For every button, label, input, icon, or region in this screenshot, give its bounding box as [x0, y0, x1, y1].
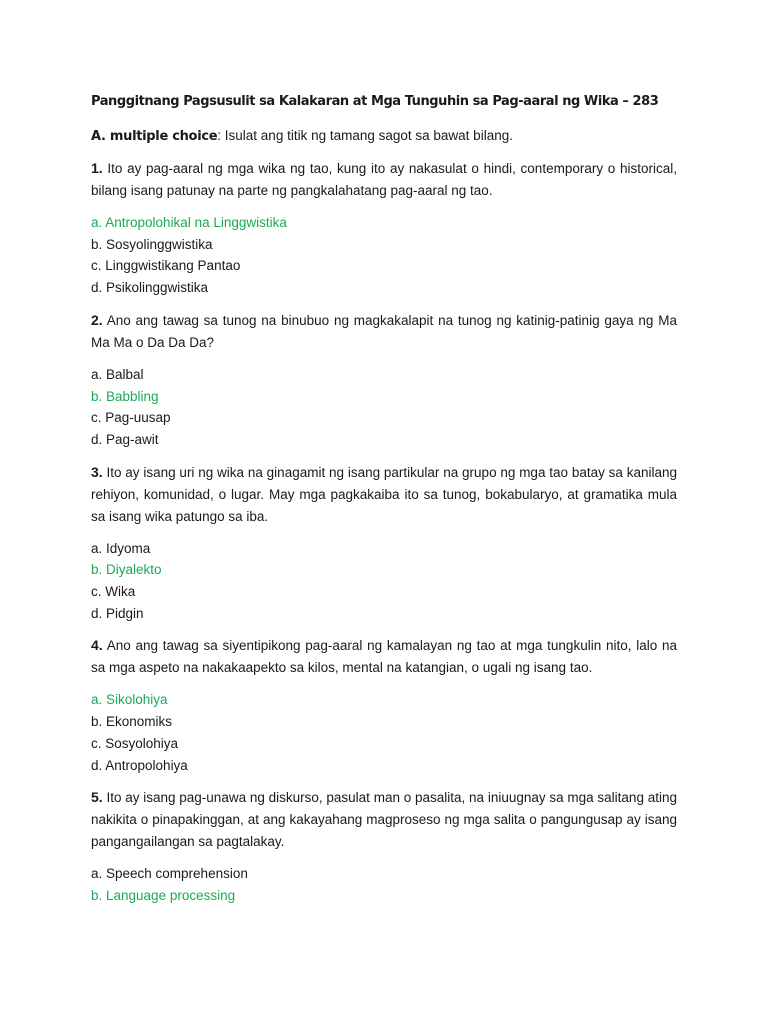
choice-item: b. Sosyolinggwistika	[91, 236, 213, 252]
choice-item: d. Psikolinggwistika	[91, 280, 209, 296]
question-text: Ito ay pag-aaral ng mga wika ng tao, kung ito ay nakasulat o hindi, contemporary o historical, bilang isang patunay na parte ng pangkalahatang pag-aaral ng tao.	[91, 161, 677, 198]
choice-list-1	[91, 212, 677, 299]
question-number: 1.	[91, 160, 103, 176]
question-text: Ano ang tawag sa tunog na binubuo ng magkakalapit na tunog ng katinig-patinig gaya ng Ma Ma Ma o Da Da Da?	[91, 312, 677, 350]
question-text: Ano ang tawag sa siyentipikong pag-aaral ng kamalayan ng tao at mga tungkulin nito, lalo na sa mga aspeto na nakakaapekto sa kilos, mental na katangian, o ugali ng isang tao.	[91, 638, 677, 676]
choice-item: a. Idyoma	[91, 540, 151, 556]
question-number: 5.	[91, 789, 103, 806]
question-2	[91, 309, 677, 354]
choice-item: b. Diyalekto	[91, 562, 162, 578]
choice-list-2	[91, 364, 677, 451]
question-4	[91, 634, 677, 679]
choice-item: b. Language processing	[91, 887, 236, 903]
choice-item: a. Antropolohikal na Linggwistika	[91, 215, 287, 230]
question-5	[91, 786, 677, 853]
choice-item: a. Sikolohiya	[91, 692, 168, 708]
question-text: Ito ay isang pag-unawa ng diskurso, pasulat man o pasalita, na iniuugnay sa mga salitang ating nakikita o pinapakinggan, at ang kakayahang magproseso ng mga salita o pangungusap ay isang pangangailangan sa pagtalakay.	[91, 790, 677, 850]
question-number: 3.	[91, 463, 103, 480]
question-3	[91, 461, 677, 528]
choice-item: d. Pag-awit	[91, 431, 159, 447]
section-instruction-text: : Isulat ang titik ng tamang sagot sa bawat bilang.	[217, 128, 513, 143]
choice-item: c. Pag-uusap	[91, 410, 171, 426]
question-number: 4.	[91, 637, 103, 654]
choice-item: a. Balbal	[91, 366, 144, 382]
choice-list-5	[91, 863, 677, 906]
choice-item: b. Ekonomiks	[91, 714, 173, 730]
question-text: Ito ay isang uri ng wika na ginagamit ng isang partikular na grupo ng mga tao batay sa kanilang rehiyon, komunidad, o lugar. May mga pagkakaiba ito sa tunog, bokabularyo, at gramatika mula sa isang wika patungo sa iba.	[91, 464, 677, 524]
choice-item: d. Pidgin	[91, 605, 144, 621]
question-number: 2.	[91, 311, 103, 328]
choice-item: c. Linggwistikang Pantao	[91, 258, 241, 274]
question-1	[91, 157, 677, 202]
choice-list-4	[91, 689, 677, 776]
document-title: Panggitnang Pagsusulit sa Kalakaran at Mga Tunguhin sa Pag-aaral ng Wika – 283	[91, 94, 659, 109]
choice-item: b. Babbling	[91, 388, 159, 404]
section-label: A. multiple choice	[91, 129, 218, 144]
choice-item: d. Antropolohiya	[91, 757, 188, 773]
choice-item: c. Wika	[91, 584, 136, 600]
section-instruction	[91, 126, 677, 147]
choice-item: a. Speech comprehension	[91, 866, 248, 882]
choice-item: c. Sosyolohiya	[91, 735, 179, 751]
choice-list-3	[91, 538, 677, 625]
